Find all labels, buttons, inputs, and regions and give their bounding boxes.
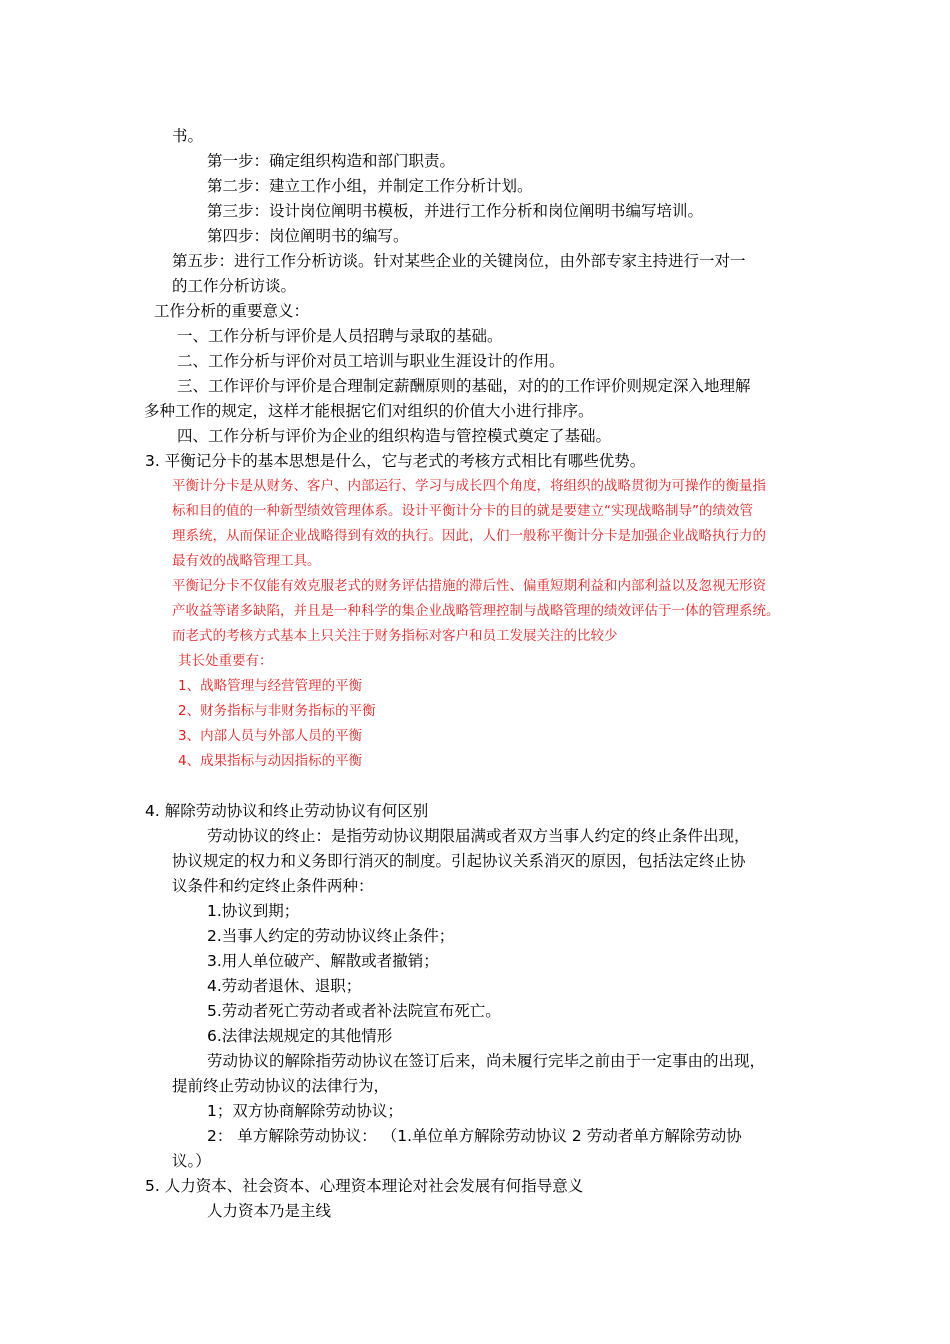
- text-line: 四、工作分析与评价为企业的组织构造与管控模式奠定了基础。: [177, 427, 612, 445]
- list-item: 2.当事人约定的劳动协议终止条件；: [207, 927, 455, 945]
- text-line: 第一步：确定组织构造和部门职责。: [207, 152, 456, 170]
- answer-text-red: 平衡记分卡不仅能有效克服老式的财务评估措施的滞后性、偏重短期利益和内部利益以及忽视无形资: [172, 578, 766, 594]
- text-line: 人力资本乃是主线: [207, 1202, 332, 1220]
- question-heading: 3. 平衡记分卡的基本思想是什么，它与老式的考核方式相比有哪些优势。: [145, 452, 646, 470]
- text-line: 多种工作的规定，这样才能根据它们对组织的价值大小进行排序。: [144, 402, 594, 420]
- text-line: 劳动协议的解除指劳动协议在签订后来，尚未履行完毕之前由于一定事由的出现，: [207, 1052, 766, 1070]
- answer-text-red: 平衡计分卡是从财务、客户、内部运行、学习与成长四个角度，将组织的战略贯彻为可操作的衡量指: [172, 478, 766, 494]
- list-item: 3.用人单位破产、解散或者撤销；: [207, 952, 439, 970]
- answer-text-red: 而老式的考核方式基本上只关注于财务指标对客户和员工发展关注的比较少: [172, 628, 618, 644]
- text-line: 协议规定的权力和义务即行消灭的制度。引起协议关系消灭的原因，包括法定终止协: [172, 852, 746, 870]
- text-line: 第二步：建立工作小组，并制定工作分析计划。: [207, 177, 533, 195]
- answer-text-red: 标和目的值的一种新型绩效管理体系。设计平衡计分卡的目的就是要建立“实现战略制导”的绩效管: [172, 503, 753, 519]
- text-line: 劳动协议的终止：是指劳动协议期限届满或者双方当事人约定的终止条件出现，: [207, 827, 750, 845]
- text-line: 第五步：进行工作分析访谈。针对某些企业的关键岗位，由外部专家主持进行一对一: [172, 252, 746, 270]
- text-line: 三、工作评价与评价是合理制定薪酬原则的基础，对的的工作评价则规定深入地理解: [177, 377, 751, 395]
- section-heading: 工作分析的重要意义：: [154, 302, 310, 320]
- question-heading: 5. 人力资本、社会资本、心理资本理论对社会发展有何指导意义: [145, 1177, 584, 1195]
- answer-text-red: 最有效的战略管理工具。: [172, 553, 321, 569]
- text-line: 议。）: [172, 1152, 211, 1170]
- answer-text-red: 理系统，从而保证企业战略得到有效的执行。因此，人们一般称平衡计分卡是加强企业战略执行力的: [172, 528, 766, 544]
- list-item: 1；双方协商解除劳动协议；: [207, 1102, 403, 1120]
- list-item-red: 2、财务指标与非财务指标的平衡: [178, 703, 376, 719]
- text-line: 提前终止劳动协议的法律行为，: [172, 1077, 390, 1095]
- question-heading: 4. 解除劳动协议和终止劳动协议有何区别: [145, 802, 429, 820]
- list-item: 5.劳动者死亡劳动者或者补法院宣布死亡。: [207, 1002, 501, 1020]
- answer-text-red: 产收益等诸多缺陷，并且是一种科学的集企业战略管理控制与战略管理的绩效评估于一体的管理系统。: [172, 603, 780, 619]
- list-item: 1.协议到期；: [207, 902, 300, 920]
- list-item-red: 1、战略管理与经营管理的平衡: [178, 678, 363, 694]
- list-item-red: 3、内部人员与外部人员的平衡: [178, 728, 363, 744]
- list-item-red: 4、成果指标与动因指标的平衡: [178, 753, 363, 769]
- text-line: 第三步：设计岗位阐明书模板，并进行工作分析和岗位阐明书编写培训。: [207, 202, 704, 220]
- text-line: 第四步：岗位阐明书的编写。: [207, 227, 409, 245]
- text-line: 的工作分析访谈。: [172, 277, 297, 295]
- text-line: 二、工作分析与评价对员工培训与职业生涯设计的作用。: [177, 352, 565, 370]
- list-item: 2： 单方解除劳动协议： （1.单位单方解除劳动协议 2 劳动者单方解除劳动协: [207, 1127, 742, 1145]
- list-item: 4.劳动者退休、退职；: [207, 977, 362, 995]
- list-item: 6.法律法规规定的其他情形: [207, 1027, 393, 1045]
- text-line: 一、工作分析与评价是人员招聘与录取的基础。: [177, 327, 503, 345]
- answer-text-red: 其长处重要有：: [178, 653, 273, 669]
- text-line: 书。: [172, 127, 204, 145]
- text-line: 议条件和约定终止条件两种：: [172, 877, 374, 895]
